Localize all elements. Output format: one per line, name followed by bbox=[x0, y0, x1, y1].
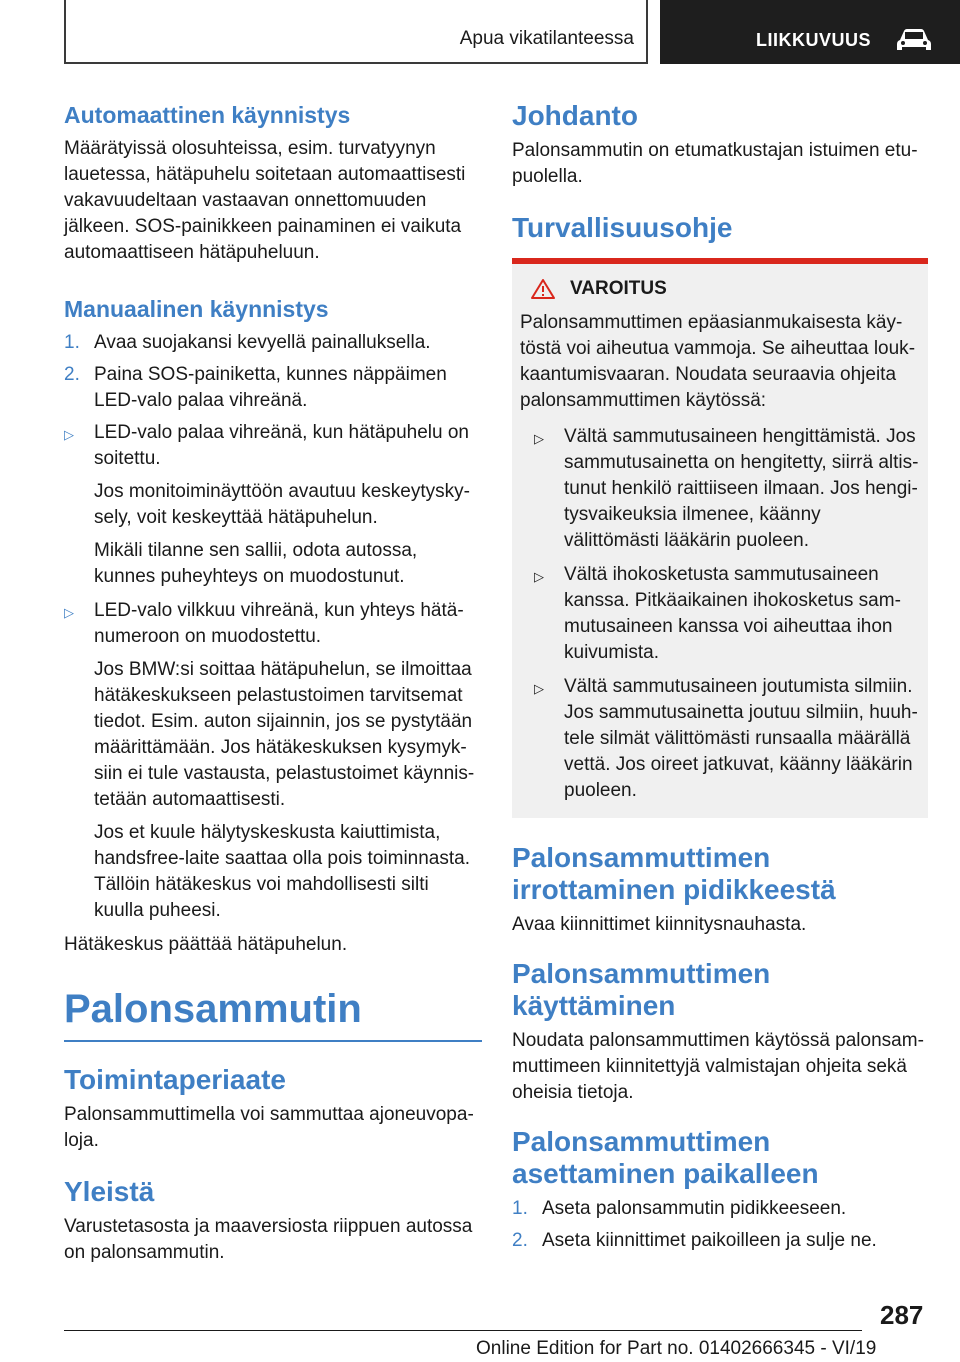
principle-heading: Toimintaperiaate bbox=[64, 1064, 286, 1095]
page-title: Palonsammutin bbox=[64, 987, 362, 1031]
manual-start-heading: Manuaalinen käynnistys bbox=[64, 296, 329, 322]
place-heading: Palonsammuttimen asettaminen paikalleen bbox=[512, 1126, 819, 1189]
header-chapter-tab bbox=[660, 0, 960, 64]
warning-triangle-icon bbox=[530, 278, 556, 300]
car-icon bbox=[894, 26, 934, 54]
footer-divider bbox=[64, 1330, 862, 1331]
triangle-bullet-icon: ▷ bbox=[64, 427, 74, 442]
status-bullet-list bbox=[64, 420, 482, 924]
list-item: 2. Aseta kiinnittimet paikoilleen ja sulje ne. bbox=[512, 1230, 877, 1251]
principle-text: Palonsammuttimella voi sammuttaa ajoneuvopaloja. bbox=[64, 1104, 474, 1151]
header-section-title: Apua vikatilanteessa bbox=[459, 28, 634, 49]
right-column bbox=[512, 100, 928, 1260]
list-item: ▷ LED-valo palaa vihreänä, kun hätäpuhelu on soitettu. Jos monitoiminäyttöön avautuu keskeytyskysely, voit keskeyttää hätäpuhelun. Mikäli tilanne sen sallii, odota autossa, kunnes puheyhteys on muodostunut. bbox=[64, 422, 470, 587]
auto-start-text: Määrätyissä olosuhteissa, esim. turvatyynyn lauetessa, hätäpuhelu soitetaan automaattisesti vakavuudeltaan vastaavan onnettomuuden jälkeen. SOS-painikkeen painaminen ei vaikuta automaattiseen hätäpuheluun. bbox=[64, 138, 466, 263]
warning-box bbox=[512, 258, 928, 818]
general-text: Varustetasosta ja maaversiosta riippuen autossa on palonsammutin. bbox=[64, 1216, 473, 1263]
use-text: Noudata palonsammuttimen käytössä palonsammuttimeen kiinnitettyjä valmistajan ohjeita sekä oheisia tietoja. bbox=[512, 1030, 924, 1103]
use-heading: Palonsammuttimen käyttäminen bbox=[512, 958, 771, 1021]
list-item: 2. Paina SOS-painiketta, kunnes näppäimen LED-valo palaa vihreänä. bbox=[64, 364, 447, 411]
triangle-bullet-icon: ▷ bbox=[64, 605, 74, 620]
safety-heading: Turvallisuusohje bbox=[512, 212, 733, 243]
remove-heading: Palonsammuttimen irrottaminen pidikkeestä bbox=[512, 842, 836, 905]
closing-text: Hätäkeskus päättää hätäpuhelun. bbox=[64, 934, 348, 955]
warning-title: VAROITUS bbox=[530, 278, 920, 300]
list-item: 1. Avaa suojakansi kevyellä painalluksella. bbox=[64, 332, 431, 353]
intro-heading: Johdanto bbox=[512, 100, 638, 131]
page-number: 287 bbox=[880, 1300, 924, 1330]
general-heading: Yleistä bbox=[64, 1176, 155, 1207]
left-column bbox=[64, 100, 482, 1266]
intro-text: Palonsammutin on etumatkustajan istuimen etupuolella. bbox=[512, 140, 918, 187]
list-item: ▷ Vältä sammutusaineen hengittämistä. Jos sammutusainetta on hengitetty, siirrä altistunut henkilö raittiiseen ilmaan. Jos hengitysvaikeuksia ilmenee, käänny välittömästi lääkärin puoleen. bbox=[534, 426, 919, 551]
warning-text: Palonsammuttimen epäasianmukaisesta käytöstä voi aiheutua vammoja. Se aiheuttaa loukkaantumisvaaran. Noudata seuraavia ohjeita palonsammuttimen käytössä: bbox=[520, 312, 916, 411]
place-steps-list bbox=[512, 1196, 928, 1254]
warning-list bbox=[534, 424, 920, 804]
header-section-box bbox=[64, 0, 648, 64]
triangle-bullet-icon: ▷ bbox=[534, 431, 544, 446]
list-item: 1. Aseta palonsammutin pidikkeeseen. bbox=[512, 1198, 847, 1219]
list-item: ▷ Vältä ihokosketusta sammutusaineen kanssa. Pitkäaikainen ihokosketus sammutusaineen kanssa voi aiheuttaa ihon kuivumista. bbox=[534, 564, 901, 663]
list-item: ▷ Vältä sammutusaineen joutumista silmiin. Jos sammutusainetta joutuu silmiin, huuhtele silmät välittömästi runsaalla määrällä vettä. Jos oireet jatkuvat, käänny lääkärin puoleen. bbox=[534, 676, 918, 801]
manual-steps-list bbox=[64, 330, 482, 414]
header-chapter-title: LIIKKUVUUS bbox=[756, 30, 872, 50]
triangle-bullet-icon: ▷ bbox=[534, 569, 544, 584]
triangle-bullet-icon: ▷ bbox=[534, 681, 544, 696]
footer-edition: Online Edition for Part no. 01402666345 - VI/19 bbox=[476, 1338, 877, 1359]
auto-start-heading: Automaattinen käynnistys bbox=[64, 102, 351, 128]
remove-text: Avaa kiinnittimet kiinnitysnauhasta. bbox=[512, 914, 807, 935]
list-item: ▷ LED-valo vilkkuu vihreänä, kun yhteys hätänumeroon on muodostettu. Jos BMW:si soittaa hätäpuhelun, se ilmoittaa hätäkeskukseen pelastustoimen tarvitsemat tiedot. Esim. auton sijainnin, jos se pystytään määrittämään. Jos hätäkeskuksen kysymyksiin ei tule vastausta, pelastustoimet käynnistetään automaattisesti. Jos et kuule hälytyskeskusta kaiuttimista, handsfree-laite saattaa olla pois toiminnasta. Tällöin hätäkeskus voi mahdollisesti silti kuulla puheesi. bbox=[64, 600, 475, 921]
